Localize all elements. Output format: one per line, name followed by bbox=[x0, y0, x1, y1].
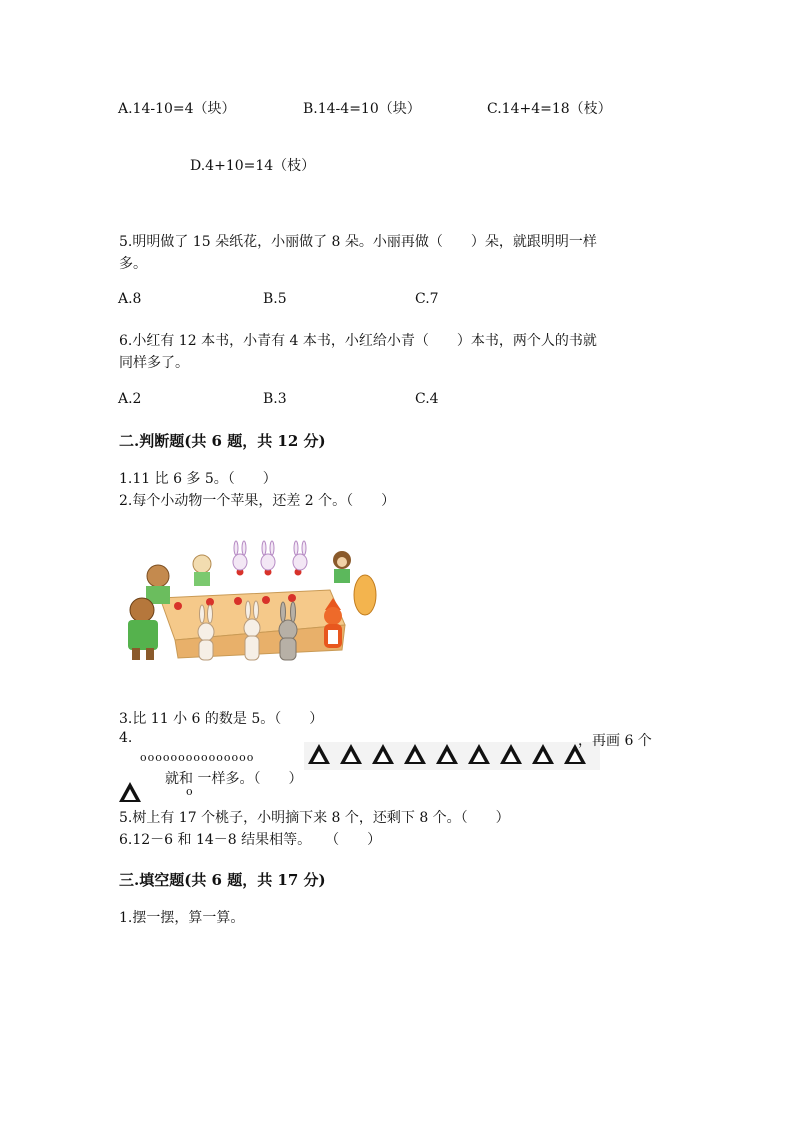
judge-q4-after: ，再画 6 个 bbox=[578, 733, 652, 749]
triangle-icon bbox=[532, 744, 554, 764]
judge-q2: 2.每个小动物一个苹果，还差 2 个。（ ） bbox=[119, 493, 396, 509]
triangle-icon bbox=[468, 744, 490, 764]
triangle-icon bbox=[372, 744, 394, 764]
q4-option-c: C.14+4=18（枝） bbox=[487, 101, 612, 117]
q5-option-c: C.7 bbox=[415, 291, 439, 307]
judge-q4-circle-single: o bbox=[186, 785, 194, 798]
q4-option-a: A.14-10=4（块） bbox=[118, 101, 236, 117]
judge-q4-triangle-single bbox=[119, 782, 151, 806]
q6-option-b: B.3 bbox=[263, 391, 287, 407]
q6-stem-line2: 同样多了。 bbox=[119, 355, 189, 371]
triangle-icon bbox=[119, 782, 141, 802]
judge-q3: 3.比 11 小 6 的数是 5。（ ） bbox=[119, 711, 324, 727]
q6-option-a: A.2 bbox=[118, 391, 142, 407]
q6-stem-line1: 6.小红有 12 本书，小青有 4 本书，小红给小青（ ）本书，两个人的书就 bbox=[119, 333, 597, 349]
triangle-icon bbox=[308, 744, 330, 764]
section3-heading: 三.填空题(共 6 题，共 17 分) bbox=[119, 871, 326, 889]
animals-table-illustration bbox=[120, 540, 384, 665]
triangle-icon bbox=[436, 744, 458, 764]
q5-option-b: B.5 bbox=[263, 291, 287, 307]
judge-q1: 1.11 比 6 多 5。（ ） bbox=[119, 471, 277, 487]
judge-q4-line2: 就和 一样多。（ ） bbox=[165, 771, 303, 787]
fill-q1: 1.摆一摆，算一算。 bbox=[119, 910, 245, 926]
q6-option-c: C.4 bbox=[415, 391, 439, 407]
judge-q4-circles: ooooooooooooooo bbox=[140, 751, 255, 764]
triangle-icon bbox=[500, 744, 522, 764]
q4-option-b: B.14-4=10（块） bbox=[303, 101, 421, 117]
triangle-icon bbox=[340, 744, 362, 764]
judge-q5: 5.树上有 17 个桃子，小明摘下来 8 个，还剩下 8 个。（ ） bbox=[119, 810, 510, 826]
q5-stem-line1: 5.明明做了 15 朵纸花，小丽做了 8 朵。小丽再做（ ）朵，就跟明明一样 bbox=[119, 234, 597, 250]
judge-q4-number: 4. bbox=[119, 730, 133, 746]
q4-option-d: D.4+10=14（枝） bbox=[190, 158, 316, 174]
judge-q4-triangle-row bbox=[304, 742, 600, 770]
q5-option-a: A.8 bbox=[118, 291, 142, 307]
q5-stem-line2: 多。 bbox=[119, 256, 147, 272]
section2-heading: 二.判断题(共 6 题，共 12 分) bbox=[119, 432, 326, 450]
triangle-icon bbox=[404, 744, 426, 764]
judge-q6: 6.12－6 和 14－8 结果相等。 （ ） bbox=[119, 832, 382, 848]
